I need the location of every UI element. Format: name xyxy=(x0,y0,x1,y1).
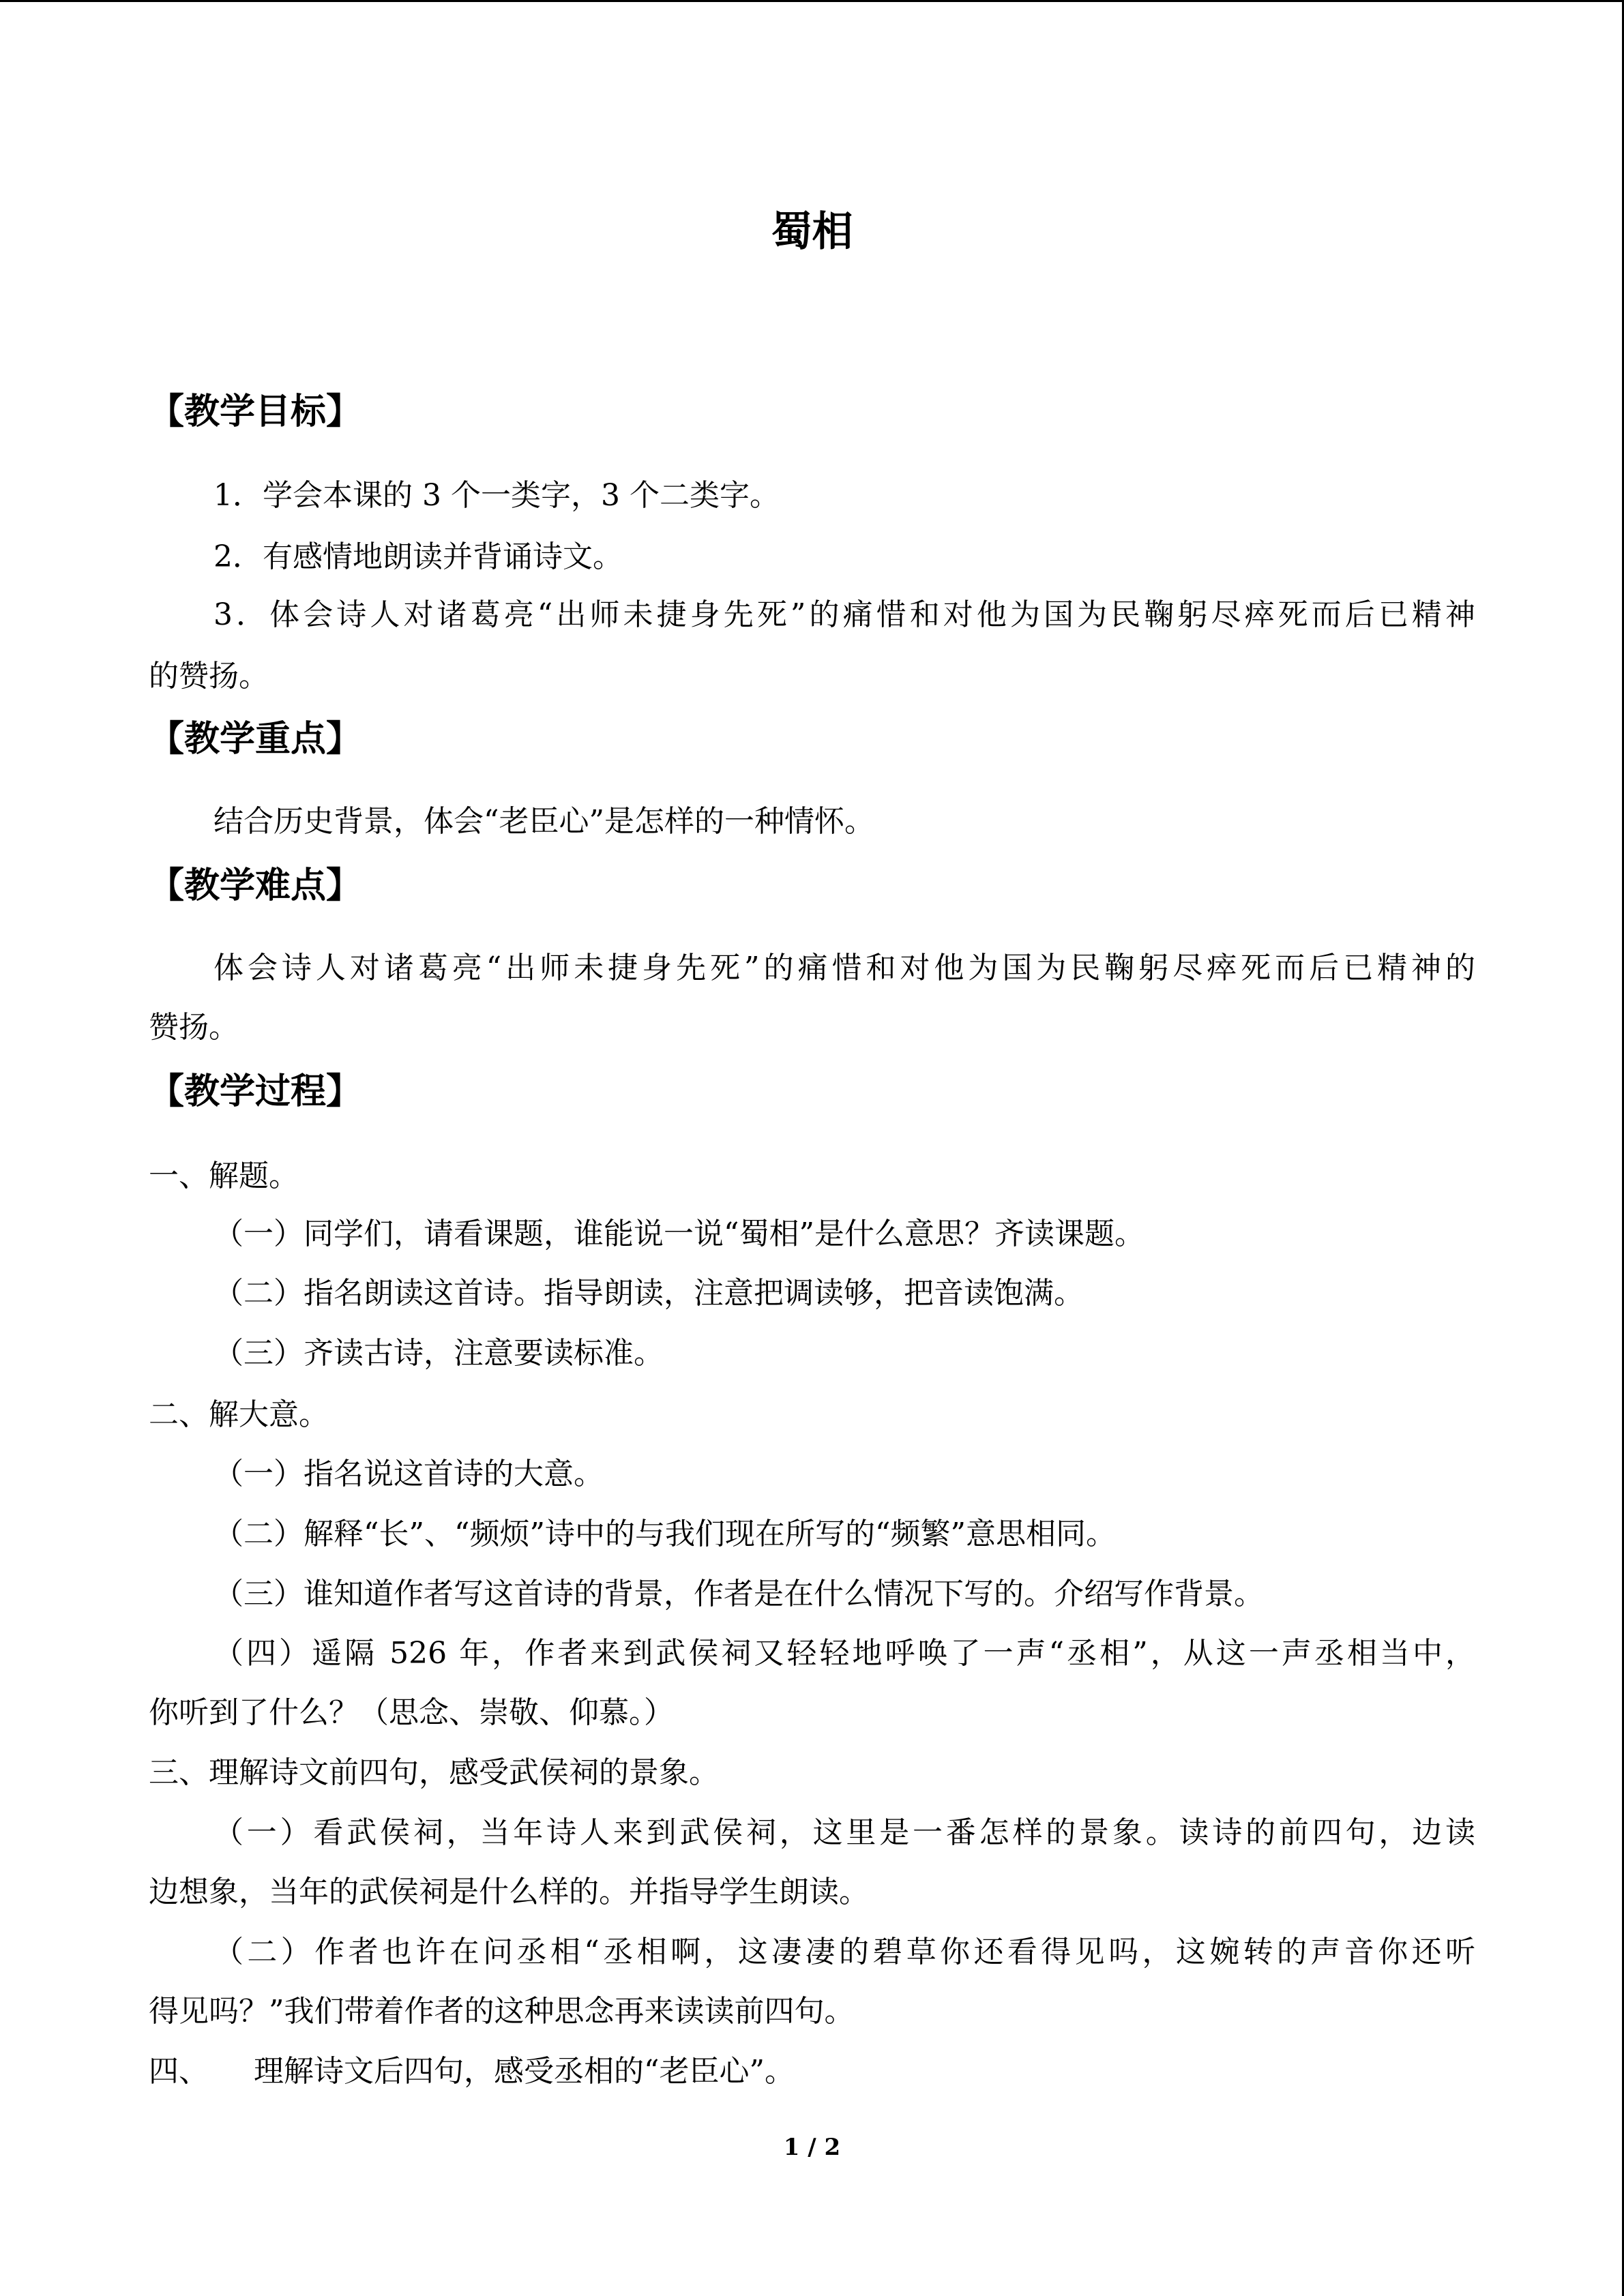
goal-item-3-line-2: 的赞扬。 xyxy=(149,659,269,694)
process-step-1: 一、解题。 xyxy=(149,1159,299,1193)
process-step-2: 二、解大意。 xyxy=(149,1397,329,1432)
process-step-3-1-line-2: 边想象，当年的武侯祠是什么样的。并指导学生朗读。 xyxy=(149,1875,869,1909)
process-step-2-4-line-2: 你听到了什么？（思念、崇敬、仰慕。） xyxy=(149,1695,674,1730)
difficulty-text-line-2: 赞扬。 xyxy=(149,1010,239,1045)
process-step-3-2-line-2: 得见吗？”我们带着作者的这种思念再来读读前四句。 xyxy=(149,1994,855,2029)
process-step-1-3: （三）齐读古诗，注意要读标准。 xyxy=(213,1336,664,1371)
document-title: 蜀相 xyxy=(771,208,853,256)
goal-item-2: 2．有感情地朗读并背诵诗文。 xyxy=(213,539,623,574)
process-step-1-2: （二）指名朗读这首诗。指导朗读，注意把调读够，把音读饱满。 xyxy=(213,1276,1084,1311)
process-step-3-1-line-1: （一）看武侯祠，当年诗人来到武侯祠，这里是一番怎样的景象。读诗的前四句，边读 xyxy=(213,1815,1475,1850)
process-step-3: 三、理解诗文前四句，感受武侯祠的景象。 xyxy=(149,1755,719,1790)
process-step-2-1: （一）指名说这首诗的大意。 xyxy=(213,1457,604,1491)
process-step-4: 四、 理解诗文后四句，感受丞相的“老臣心”。 xyxy=(149,2054,795,2089)
process-step-2-4-line-1: （四）遥隔 526 年，作者来到武侯祠又轻轻地呼唤了一声“丞相”，从这一声丞相当中， xyxy=(213,1636,1475,1671)
goal-item-1: 1．学会本课的 3 个一类字，3 个二类字。 xyxy=(213,478,780,513)
goal-item-3-line-1: 3．体会诗人对诸葛亮“出师未捷身先死”的痛惜和对他为国为民鞠躬尽瘁死而后已精神 xyxy=(213,597,1475,632)
process-step-2-2: （二）解释“长”、“频烦”诗中的与我们现在所写的“频繁”意思相同。 xyxy=(213,1517,1116,1551)
process-step-3-2-line-1: （二）作者也许在问丞相“丞相啊，这凄凄的碧草你还看得见吗，这婉转的声音你还听 xyxy=(213,1935,1475,1969)
page-top-border xyxy=(0,0,1624,2)
process-step-1-1: （一）同学们，请看课题，谁能说一说“蜀相”是什么意思？齐读课题。 xyxy=(213,1217,1145,1251)
heading-difficulties: 【教学难点】 xyxy=(149,865,362,906)
difficulty-text-line-1: 体会诗人对诸葛亮“出师未捷身先死”的痛惜和对他为国为民鞠躬尽瘁死而后已精神的 xyxy=(213,951,1475,985)
key-point-text: 结合历史背景，体会“老臣心”是怎样的一种情怀。 xyxy=(213,804,874,839)
heading-key-points: 【教学重点】 xyxy=(149,719,362,760)
page-number: 1 / 2 xyxy=(783,2134,841,2161)
heading-teaching-process: 【教学过程】 xyxy=(149,1071,362,1112)
process-step-2-3: （三）谁知道作者写这首诗的背景，作者是在什么情况下写的。介绍写作背景。 xyxy=(213,1577,1264,1611)
heading-teaching-goals: 【教学目标】 xyxy=(149,391,362,432)
